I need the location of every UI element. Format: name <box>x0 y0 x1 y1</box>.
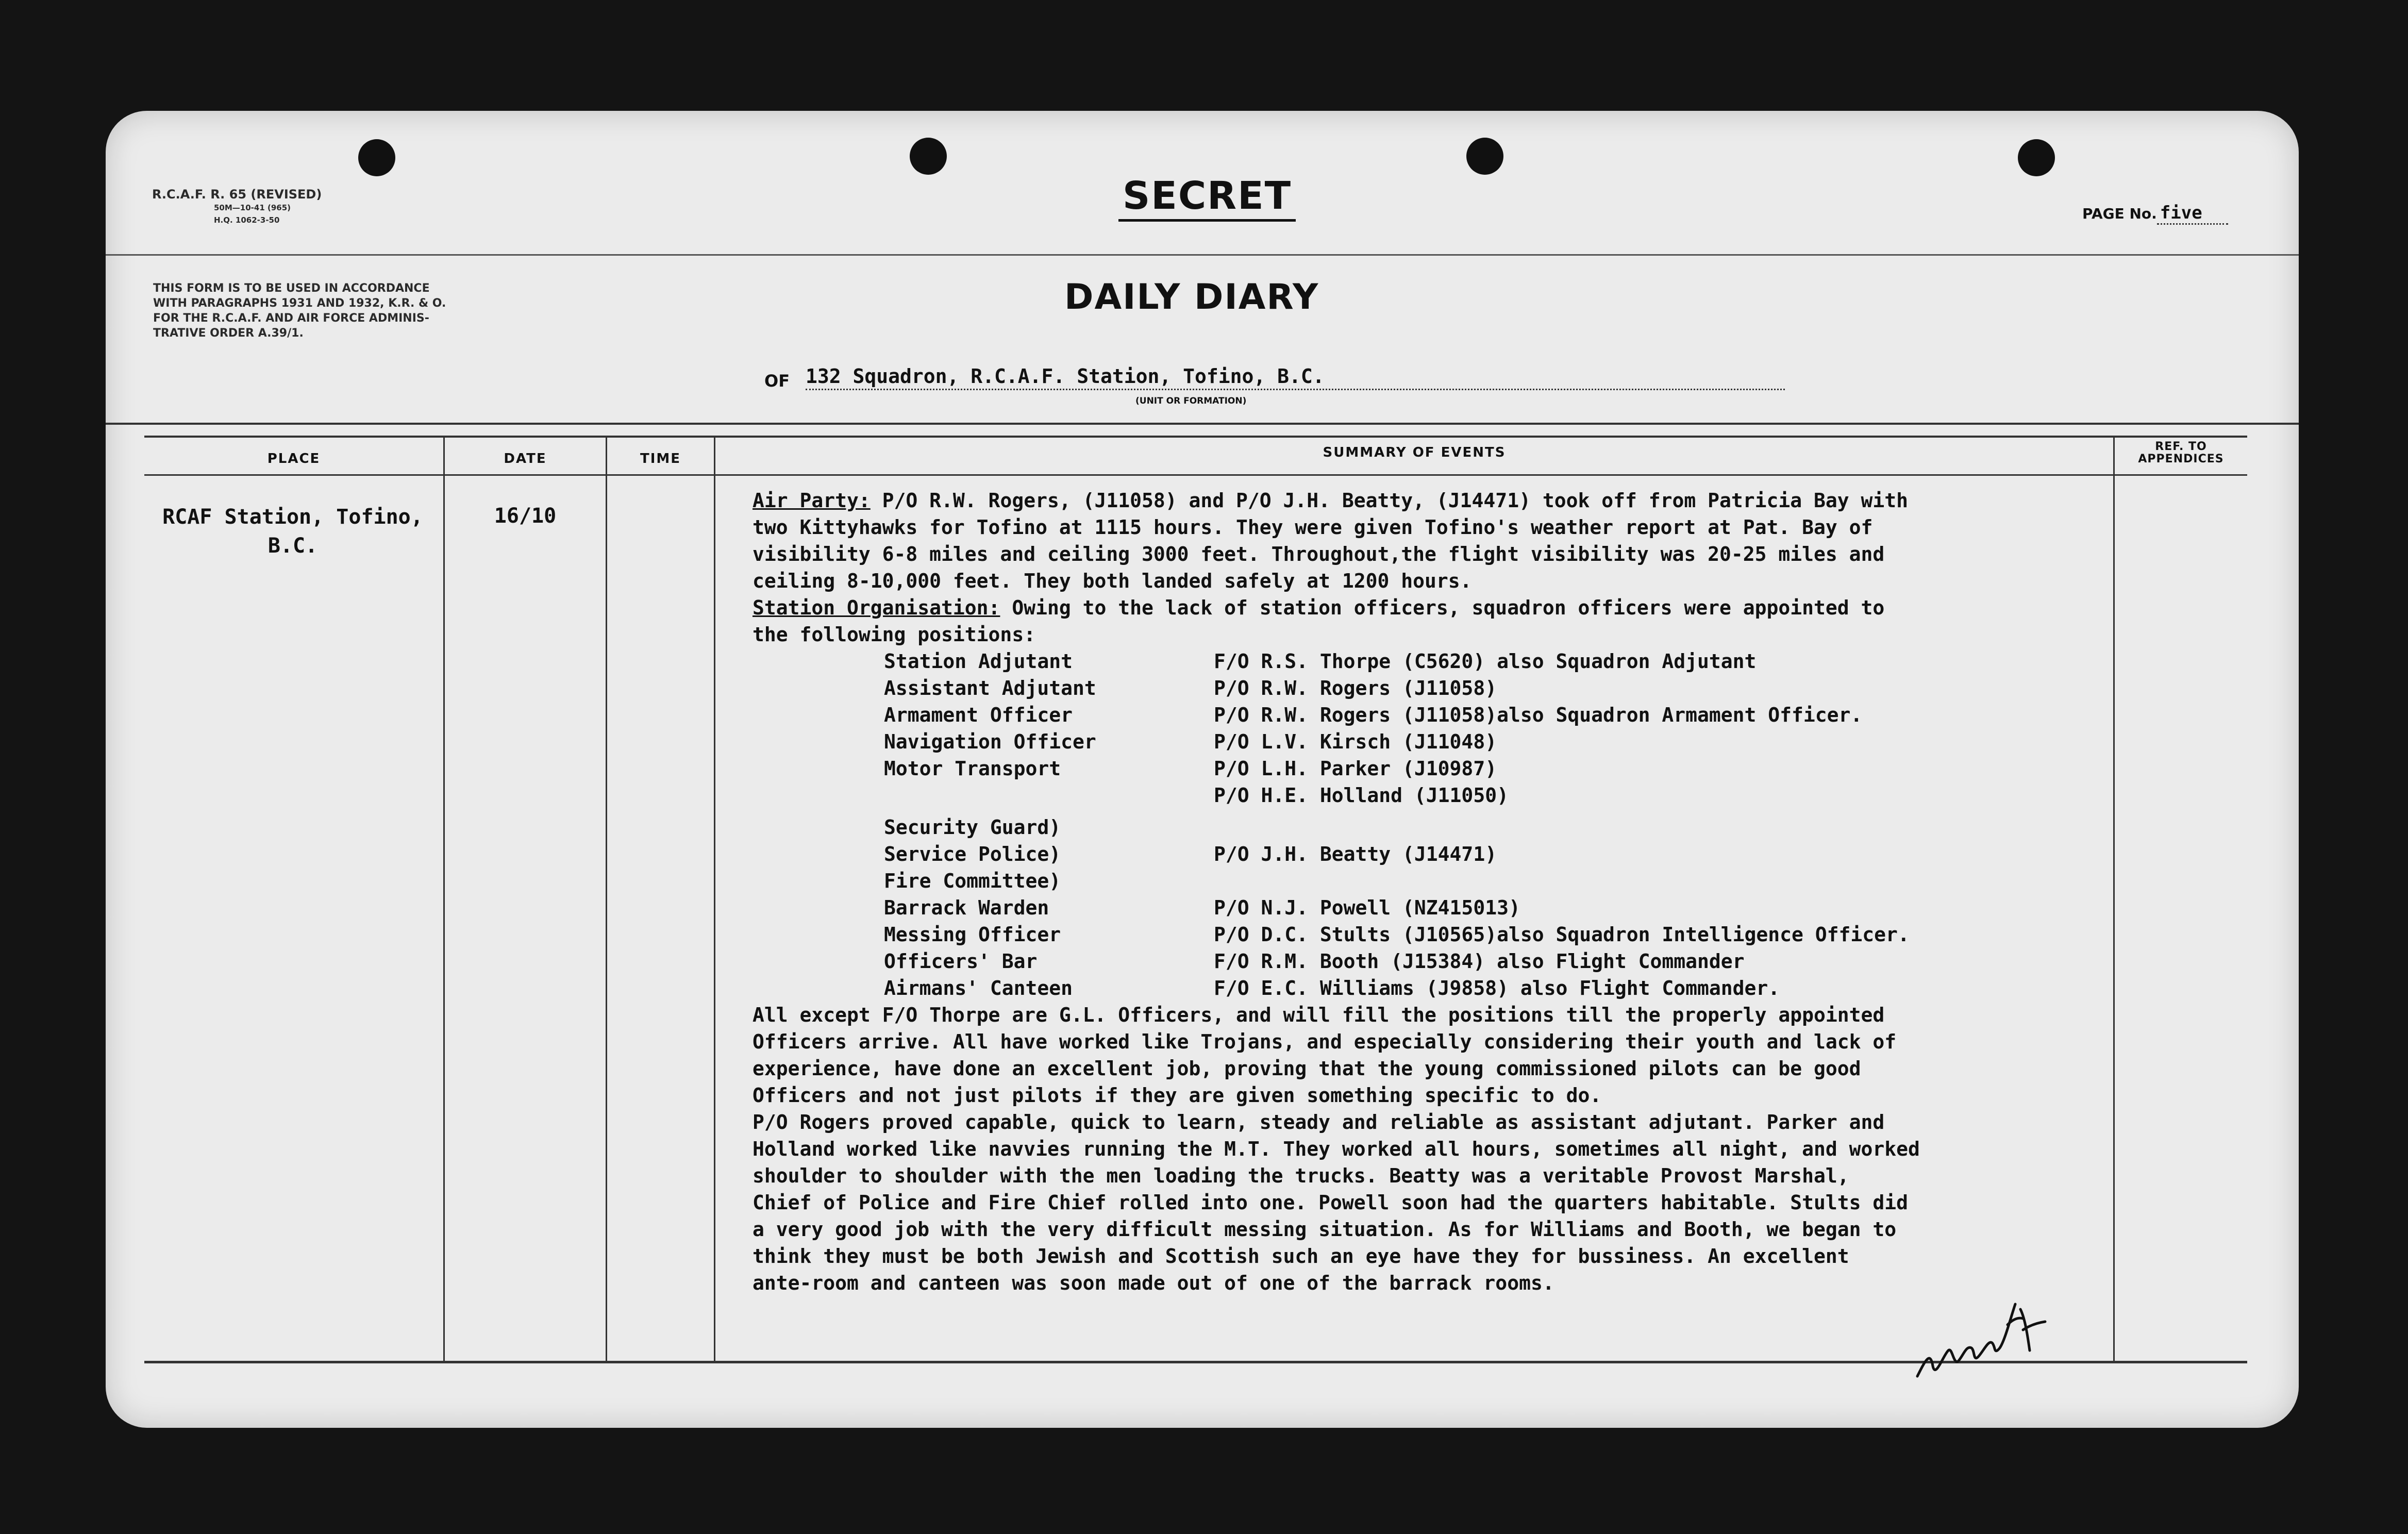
page-number-label: PAGE No. <box>2082 205 2157 222</box>
form-print-code: H.Q. 1062-3-50 <box>214 215 280 225</box>
appointment-officer: P/O L.H. Parker (J10987) <box>1214 757 1497 780</box>
appointment-role: Navigation Officer <box>884 730 1096 753</box>
binder-hole <box>2018 139 2055 176</box>
appointment-role: Service Police) <box>884 843 1061 865</box>
appointment-row <box>752 814 2154 841</box>
appointment-role <box>752 809 1214 814</box>
appointment-row <box>752 894 2154 921</box>
summary-line: the following positions: <box>752 623 1036 646</box>
unit-caption: (UNIT OR FORMATION) <box>1135 396 1247 406</box>
summary-line: experience, have done an excellent job, proving that the young commissioned pilots can be good <box>752 1057 1861 1080</box>
unit-of-label: OF <box>764 371 790 391</box>
table-top-rule <box>106 423 2299 425</box>
appointment-role: Security Guard) <box>884 816 1061 839</box>
summary-line: ante-room and canteen was soon made out of one of the barrack rooms. <box>752 1272 1554 1294</box>
appointment-role: Messing Officer <box>884 923 1061 946</box>
summary-line: shoulder to shoulder with the men loading the trucks. Beatty was a veritable Provost Marshal, <box>752 1164 1849 1187</box>
summary-text: P/O R.W. Rogers, (J11058) and P/O J.H. Beatty, (J14471) took off from Patricia Bay with <box>870 489 1909 512</box>
appointment-role: Airmans' Canteen <box>884 977 1073 999</box>
appointment-role: Assistant Adjutant <box>884 677 1096 699</box>
appointment-row <box>752 702 2154 728</box>
form-number: R.C.A.F. R. 65 (REVISED) <box>152 187 322 202</box>
handwritten-signature <box>1912 1289 2049 1387</box>
page-number-value: five <box>2157 203 2228 225</box>
appointment-row <box>752 975 2154 1002</box>
summary-line: All except F/O Thorpe are G.L. Officers, and will fill the positions till the properly appointed <box>752 1004 1885 1026</box>
summary-line: think they must be both Jewish and Scottish such an eye have they for bussiness. An excellent <box>752 1245 1849 1268</box>
column-header-appendices-line: REF. TO <box>2155 440 2207 453</box>
appointment-officer: P/O D.C. Stults (J10565)also Squadron Intelligence Officer. <box>1214 923 1910 946</box>
table-header-rule <box>144 436 2247 438</box>
entry-place-line: B.C. <box>267 534 318 558</box>
column-header-appendices <box>2115 441 2247 465</box>
appointment-officer: P/O J.H. Beatty (J14471) <box>1214 843 1497 865</box>
entry-place <box>146 503 440 560</box>
column-divider <box>714 436 715 1361</box>
summary-line: two Kittyhawks for Tofino at 1115 hours. They were given Tofino's weather report at Pat. Bay of <box>752 516 1873 539</box>
appointment-officer: P/O N.J. Powell (NZ415013) <box>1214 896 1520 919</box>
binder-hole <box>910 138 947 175</box>
entry-place-line: RCAF Station, Tofino, <box>162 505 423 529</box>
summary-line: Officers arrive. All have worked like Trojans, and especially considering their youth and lack of <box>752 1030 1897 1053</box>
form-identifier <box>152 187 322 226</box>
column-divider <box>606 436 607 1361</box>
appointment-role: Armament Officer <box>884 704 1073 726</box>
summary-line: Officers and not just pilots if they are given something specific to do. <box>752 1084 1602 1107</box>
column-header-appendices-line: APPENDICES <box>2138 453 2224 465</box>
appointment-row <box>752 675 2154 702</box>
appointment-row <box>752 841 2154 868</box>
form-print-code: 50M—10-41 (965) <box>214 203 291 212</box>
header-divider <box>106 254 2299 256</box>
appointment-row <box>752 921 2154 948</box>
air-party-heading: Air Party: <box>752 489 871 512</box>
appointment-row <box>752 648 2154 675</box>
appointment-role: Fire Committee) <box>884 870 1061 892</box>
column-header-rule <box>144 474 2247 476</box>
appointment-row <box>752 728 2154 755</box>
appointment-row <box>752 948 2154 975</box>
appointment-officer: F/O E.C. Williams (J9858) also Flight Commander. <box>1214 977 1780 999</box>
appointment-role: Station Adjutant <box>884 650 1073 673</box>
appointment-officer: F/O R.M. Booth (J15384) also Flight Commander <box>1214 950 1745 973</box>
appointment-row <box>752 809 2154 814</box>
station-organisation-heading: Station Organisation: <box>752 596 1000 619</box>
appointment-row <box>752 868 2154 894</box>
binder-hole <box>1466 138 1503 175</box>
column-header-summary: SUMMARY OF EVENTS <box>1323 445 1506 460</box>
column-divider <box>443 436 445 1361</box>
instruction-line: WITH PARAGRAPHS 1931 AND 1932, K.R. & O. <box>153 297 446 310</box>
instruction-line: FOR THE R.C.A.F. AND AIR FORCE ADMINIS- <box>153 312 429 325</box>
summary-line: a very good job with the very difficult messing situation. As for Williams and Booth, we began to <box>752 1218 1897 1241</box>
appointment-role <box>752 782 1214 809</box>
form-instructions <box>153 281 560 341</box>
summary-line: P/O Rogers proved capable, quick to learn, steady and reliable as assistant adjutant. Parker and <box>752 1111 1885 1133</box>
summary-line: Holland worked like navvies running the M.T. They worked all hours, sometimes all night, and worked <box>752 1138 1920 1160</box>
column-header-place: PLACE <box>267 451 321 466</box>
appointment-role: Motor Transport <box>884 757 1061 780</box>
summary-line <box>752 594 2154 621</box>
appointment-row <box>752 782 2154 809</box>
appointment-row <box>752 755 2154 782</box>
column-header-date: DATE <box>504 451 547 466</box>
summary-line <box>752 487 2154 514</box>
instruction-line: THIS FORM IS TO BE USED IN ACCORDANCE <box>153 282 430 295</box>
instruction-line: TRATIVE ORDER A.39/1. <box>153 327 304 340</box>
unit-name: 132 Squadron, R.C.A.F. Station, Tofino, B.C. <box>806 365 1785 390</box>
classification-stamp: SECRET <box>1118 174 1296 222</box>
appointment-role: Officers' Bar <box>884 950 1038 973</box>
appointment-role: Barrack Warden <box>884 896 1049 919</box>
column-header-time: TIME <box>640 451 681 466</box>
summary-of-events <box>752 487 2154 1296</box>
appointment-officer: P/O L.V. Kirsch (J11048) <box>1214 730 1497 753</box>
appointment-officer: P/O R.W. Rogers (J11058)also Squadron Armament Officer. <box>1214 704 1863 726</box>
summary-line: ceiling 8-10,000 feet. They both landed safely at 1200 hours. <box>752 570 1472 592</box>
appointment-officer: F/O R.S. Thorpe (C5620) also Squadron Adjutant <box>1214 650 1757 673</box>
page-number <box>2082 203 2228 223</box>
summary-text: Owing to the lack of station officers, squadron officers were appointed to <box>1000 596 1885 619</box>
binder-hole <box>358 139 395 176</box>
diary-sheet <box>106 111 2299 1428</box>
appointment-officer: P/O R.W. Rogers (J11058) <box>1214 677 1497 699</box>
diary-title: DAILY DIARY <box>1064 277 1319 318</box>
summary-line: Chief of Police and Fire Chief rolled into one. Powell soon had the quarters habitable. Stults did <box>752 1191 1909 1214</box>
summary-line: visibility 6-8 miles and ceiling 3000 feet. Throughout,the flight visibility was 20-25 miles and <box>752 543 1885 565</box>
entry-date: 16/10 <box>494 504 557 528</box>
appointment-officer: P/O H.E. Holland (J11050) <box>1214 784 1509 807</box>
